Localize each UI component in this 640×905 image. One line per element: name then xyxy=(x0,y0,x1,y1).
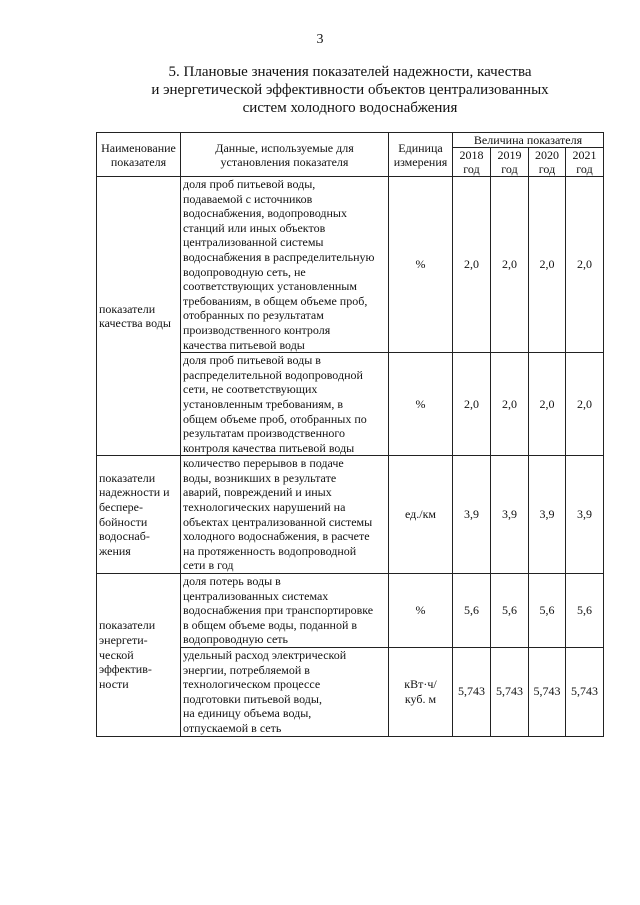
category-line: показатели xyxy=(99,301,156,316)
value-cell: 3,9 xyxy=(453,456,491,574)
value-cell: 2,0 xyxy=(566,177,604,353)
unit-cell xyxy=(389,648,453,737)
category-line: эффектив- xyxy=(99,662,152,677)
header-unit: Единица измерения xyxy=(389,133,453,177)
description-line: подготовки питьевой воды, xyxy=(183,691,322,706)
table-body xyxy=(97,177,604,737)
category-line: показатели xyxy=(99,618,156,633)
description-line: результатам производственного xyxy=(183,426,346,441)
description-line: контроля качества питьевой воды xyxy=(183,440,355,455)
description-line: водопроводную сеть, не xyxy=(183,264,306,279)
value-cell: 5,743 xyxy=(491,648,529,737)
unit-line: кВт·ч/ xyxy=(404,677,437,692)
indicator-description xyxy=(181,574,389,648)
category-line: качества воды xyxy=(99,316,171,331)
indicator-description xyxy=(181,648,389,737)
table-row xyxy=(97,456,604,574)
indicator-description xyxy=(181,353,389,456)
category-line: энергети- xyxy=(99,632,148,647)
description-line: требованиям, в общем объеме проб, xyxy=(183,293,368,308)
value-cell: 5,743 xyxy=(529,648,566,737)
title-line: систем холодного водоснабжения xyxy=(242,100,458,116)
table-row xyxy=(97,574,604,648)
header-source-data: Данные, используемые для установления показателя xyxy=(181,133,389,177)
value-cell: 5,743 xyxy=(453,648,491,737)
description-line: водоснабжения при транспортировке xyxy=(183,603,374,618)
description-line: энергии, потребляемой в xyxy=(183,662,310,677)
description-line: сети в год xyxy=(183,558,234,573)
description-line: на единицу объема воды, xyxy=(183,706,312,721)
unit-line: % xyxy=(415,257,426,272)
value-cell: 2,0 xyxy=(453,177,491,353)
table-header xyxy=(97,133,604,177)
description-line: общем объеме проб, отобранных по xyxy=(183,411,367,426)
description-line: водоснабжения, водопроводных xyxy=(183,206,347,221)
description-line: доля проб питьевой воды, xyxy=(183,177,316,191)
category-line: жения xyxy=(99,543,131,558)
page-number: 3 xyxy=(316,32,324,47)
value-cell: 3,9 xyxy=(529,456,566,574)
value-cell: 2,0 xyxy=(491,177,529,353)
value-cell: 5,6 xyxy=(491,574,529,648)
indicator-category xyxy=(97,574,181,737)
description-line: подаваемой с источников xyxy=(183,191,313,206)
title-line: 5. Плановые значения показателей надежности, качества xyxy=(168,64,532,80)
description-line: объектах централизованной системы xyxy=(183,514,373,529)
description-line: на протяженность водопроводной xyxy=(183,543,357,558)
unit-line: куб. м xyxy=(404,691,437,706)
table-row xyxy=(97,177,604,353)
header-indicator-value: Величина показателя xyxy=(453,133,604,148)
category-line: надежности и xyxy=(99,485,170,500)
value-cell: 3,9 xyxy=(566,456,604,574)
description-line: водопроводную сеть xyxy=(183,632,289,647)
description-line: холодного водоснабжения, в расчете xyxy=(183,529,370,544)
unit-cell xyxy=(389,456,453,574)
unit-line: ед./км xyxy=(404,507,437,522)
description-line: установленным требованиям, в xyxy=(183,396,344,411)
value-cell: 2,0 xyxy=(566,353,604,456)
value-cell: 5,6 xyxy=(453,574,491,648)
category-line: ческой xyxy=(99,647,134,662)
indicator-category xyxy=(97,177,181,456)
category-line: водоснаб- xyxy=(99,529,150,544)
description-line: аварий, повреждений и иных xyxy=(183,485,332,500)
document-title xyxy=(100,63,600,117)
description-line: отпускаемой в сеть xyxy=(183,720,282,735)
value-cell: 3,9 xyxy=(491,456,529,574)
description-line: водоснабжения в распределительную xyxy=(183,249,375,264)
category-line: ности xyxy=(99,676,129,691)
description-line: технологических нарушений на xyxy=(183,500,346,515)
header-year-2018: 2018 год xyxy=(453,148,491,177)
category-line: бойности xyxy=(99,514,148,529)
unit-cell xyxy=(389,177,453,353)
unit-line: % xyxy=(415,396,426,411)
description-line: доля потерь воды в xyxy=(183,574,281,589)
value-cell: 2,0 xyxy=(453,353,491,456)
value-cell: 5,743 xyxy=(566,648,604,737)
description-line: доля проб питьевой воды в xyxy=(183,353,321,368)
description-line: в общем объеме воды, поданной в xyxy=(183,617,358,632)
description-line: централизованной системы xyxy=(183,235,324,250)
unit-cell xyxy=(389,353,453,456)
header-year-2020: 2020 год xyxy=(529,148,566,177)
indicator-category xyxy=(97,456,181,574)
description-line: распределительной водопроводной xyxy=(183,367,363,382)
value-cell: 2,0 xyxy=(529,177,566,353)
unit-line: % xyxy=(415,603,426,618)
description-line: качества питьевой воды xyxy=(183,337,305,352)
category-line: показатели xyxy=(99,470,156,485)
header-year-2019: 2019 год xyxy=(491,148,529,177)
description-line: отобранных по результатам xyxy=(183,308,324,323)
description-line: сети, не соответствующих xyxy=(183,382,318,397)
description-line: воды, возникших в результате xyxy=(183,470,337,485)
value-cell: 2,0 xyxy=(529,353,566,456)
category-line: беспере- xyxy=(99,500,143,515)
title-line: и энергетической эффективности объектов централизованных xyxy=(151,82,549,98)
description-line: централизованных системах xyxy=(183,588,329,603)
indicator-description xyxy=(181,456,389,574)
indicator-description xyxy=(181,177,389,353)
description-line: производственного контроля xyxy=(183,322,331,337)
unit-cell xyxy=(389,574,453,648)
indicators-table xyxy=(96,132,604,737)
value-cell: 2,0 xyxy=(491,353,529,456)
header-year-2021: 2021 год xyxy=(566,148,604,177)
description-line: удельный расход электрической xyxy=(183,648,347,662)
value-cell: 5,6 xyxy=(529,574,566,648)
header-indicator-name: Наименование показателя xyxy=(97,133,181,177)
description-line: количество перерывов в подаче xyxy=(183,456,344,471)
description-line: станций или иных объектов xyxy=(183,220,326,235)
description-line: соответствующих установленным xyxy=(183,279,357,294)
value-cell: 5,6 xyxy=(566,574,604,648)
description-line: технологическом процессе xyxy=(183,677,321,692)
